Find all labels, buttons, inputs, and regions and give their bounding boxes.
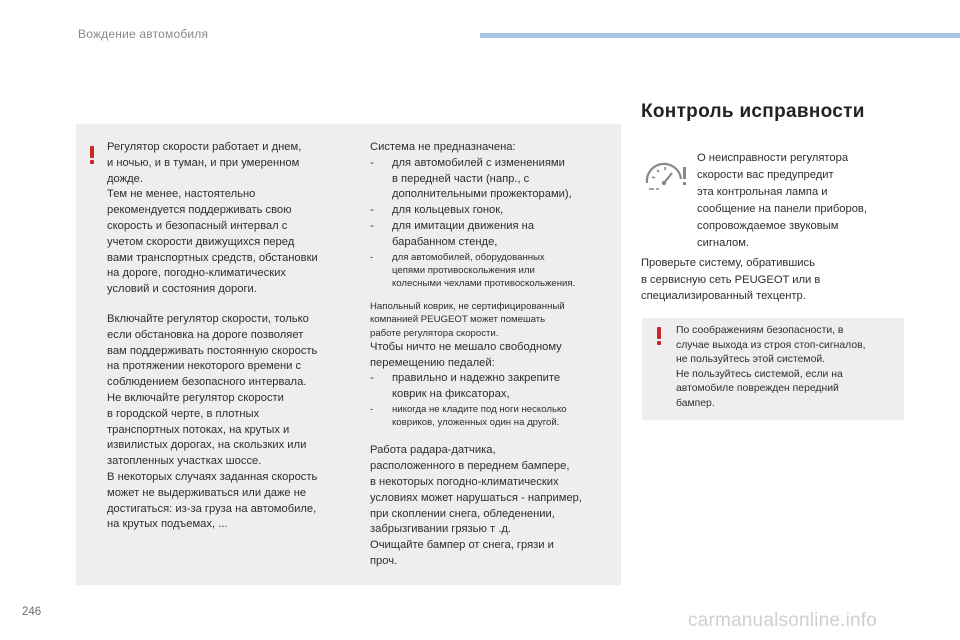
text-line: скорости вас предупредит xyxy=(697,169,834,181)
text-line: если обстановка на дороге позволяет xyxy=(107,328,304,341)
text-line: расположенного в переднем бампере, xyxy=(370,460,570,473)
text-line: компанией PEUGEOT может помешать xyxy=(370,314,546,326)
text-line: никогда не кладите под ноги несколько xyxy=(392,403,567,415)
text-line: для кольцевых гонок, xyxy=(392,204,504,217)
text-line: затопленных участках шоссе. xyxy=(107,455,262,468)
mat-warning xyxy=(370,300,615,340)
service-check-text xyxy=(641,255,916,305)
list-dash: - xyxy=(370,204,374,217)
text-line: дополнительными прожекторами), xyxy=(392,188,572,201)
list-item xyxy=(370,219,615,251)
text-line: условий и состояния дороги. xyxy=(107,283,257,296)
text-line: извилистых дорогах, на скользких или xyxy=(107,439,307,452)
text-line: и ночью, и в туман, и при умеренном xyxy=(107,156,300,169)
header-accent-bar xyxy=(480,33,960,38)
text-line: вами транспортных средств, обстановки xyxy=(107,251,318,264)
text-line: для автомобилей с изменениями xyxy=(392,156,565,169)
text-line: В некоторых случаях заданная скорость xyxy=(107,470,318,483)
text-line: Работа радара-датчика, xyxy=(370,444,496,457)
list-item xyxy=(370,251,615,291)
warning-exclamation-icon xyxy=(90,146,94,164)
text-line: коврик на фиксаторах, xyxy=(392,388,510,401)
list-item xyxy=(370,203,615,219)
text-line: рекомендуется поддерживать свою xyxy=(107,204,292,217)
text-line: в некоторых погодно-климатических xyxy=(370,475,559,488)
list-item xyxy=(370,156,615,203)
radar-warning xyxy=(370,443,615,569)
text-line: не пользуйтесь этой системой. xyxy=(676,354,826,366)
text-line: может не выдерживаться или даже не xyxy=(107,486,307,499)
text-line: цепями противоскольжения или xyxy=(392,264,535,276)
text-line: барабанном стенде, xyxy=(392,235,498,248)
text-line: в городской черте, в плотных xyxy=(107,407,260,420)
text-line: сообщение на панели приборов, xyxy=(697,203,867,215)
text-line: перемещению педалей: xyxy=(370,356,495,369)
page-number: 246 xyxy=(22,606,42,618)
text-line: работе регулятора скорости. xyxy=(370,327,499,339)
chapter-title: Вождение автомобиля xyxy=(78,27,209,41)
list-dash: - xyxy=(370,372,374,385)
text-line: Чтобы ничто не мешало свободному xyxy=(370,340,562,353)
list-item xyxy=(370,371,615,403)
text-line: для имитации движения на xyxy=(392,219,535,232)
section-title: Контроль исправности xyxy=(641,101,865,122)
text-line: бампер. xyxy=(676,397,715,409)
list-item xyxy=(370,403,615,429)
text-line: скорость и безопасный интервал с xyxy=(107,219,288,232)
list-dash: - xyxy=(370,251,374,263)
text-line: соблюдением безопасного интервала. xyxy=(107,376,307,389)
text-line: Очищайте бампер от снега, грязи и xyxy=(370,539,554,552)
text-line: Тем не менее, настоятельно xyxy=(107,188,256,201)
text-line: вам поддерживать постоянную скорость xyxy=(107,344,318,357)
text-line: учетом скорости движущихся перед xyxy=(107,235,295,248)
text-line: достигаться: из-за груза на автомобиле, xyxy=(107,502,317,515)
text-line: случае выхода из строя стоп-сигналов, xyxy=(676,339,866,351)
text-line: сопровождаемое звуковым xyxy=(697,220,839,232)
list-dash: - xyxy=(370,219,374,232)
warning-exclamation-icon xyxy=(657,327,661,345)
text-line: эта контрольная лампа и xyxy=(697,186,828,198)
text-line: в передней части (напр., с xyxy=(392,172,530,185)
text-line: правильно и надежно закрепите xyxy=(392,372,561,385)
text-line: Не включайте регулятор скорости xyxy=(107,391,284,404)
text-line: Не пользуйтесь системой, если на xyxy=(676,368,843,380)
watermark: carmanualsonline.info xyxy=(688,610,878,631)
warning-left-column xyxy=(107,140,357,533)
text-line: дожде. xyxy=(107,172,143,185)
text-line: Регулятор скорости работает и днем, xyxy=(107,141,302,153)
text-line: проч. xyxy=(370,554,398,567)
text-line: забрызгивании грязью т .д. xyxy=(370,523,511,536)
speedometer-fault-icon xyxy=(643,157,689,197)
text-line: По соображениям безопасности, в xyxy=(676,325,844,336)
warning-paragraph-1 xyxy=(107,140,357,298)
text-line: в сервисную сеть PEUGEOT или в xyxy=(641,273,821,286)
text-line: транспортных потоках, на крутых и xyxy=(107,423,290,436)
safety-note-text xyxy=(676,324,901,412)
text-line: сигналом. xyxy=(697,237,749,249)
text-line: Проверьте систему, обратившись xyxy=(641,257,815,269)
text-line: автомобиле поврежден передний xyxy=(676,383,839,395)
list-dash: - xyxy=(370,156,374,169)
text-line: специализированный техцентр. xyxy=(641,290,806,302)
text-line: для автомобилей, оборудованных xyxy=(392,251,545,263)
warning-right-column xyxy=(370,140,615,570)
warning-paragraph-2 xyxy=(107,312,357,533)
text-line: на дороге, погодно-климатических xyxy=(107,267,286,280)
list-intro: Система не предназначена: xyxy=(370,141,516,153)
list-dash: - xyxy=(370,403,374,415)
text-line: Включайте регулятор скорости, только xyxy=(107,312,309,325)
text-line: О неисправности регулятора xyxy=(697,152,849,164)
text-line: колесными чехлами противоскольжения. xyxy=(392,277,576,289)
text-line: на протяжении некоторого времени с xyxy=(107,360,302,373)
text-line: условиях может нарушаться - например, xyxy=(370,491,583,504)
text-line: на крутых подъемах, ... xyxy=(107,518,228,531)
text-line: Напольный коврик, не сертифицированный xyxy=(370,301,565,313)
text-line: ковриков, уложенных один на другой. xyxy=(392,417,560,429)
fault-description xyxy=(697,150,912,252)
text-line: при скоплении снега, обледенении, xyxy=(370,507,555,520)
